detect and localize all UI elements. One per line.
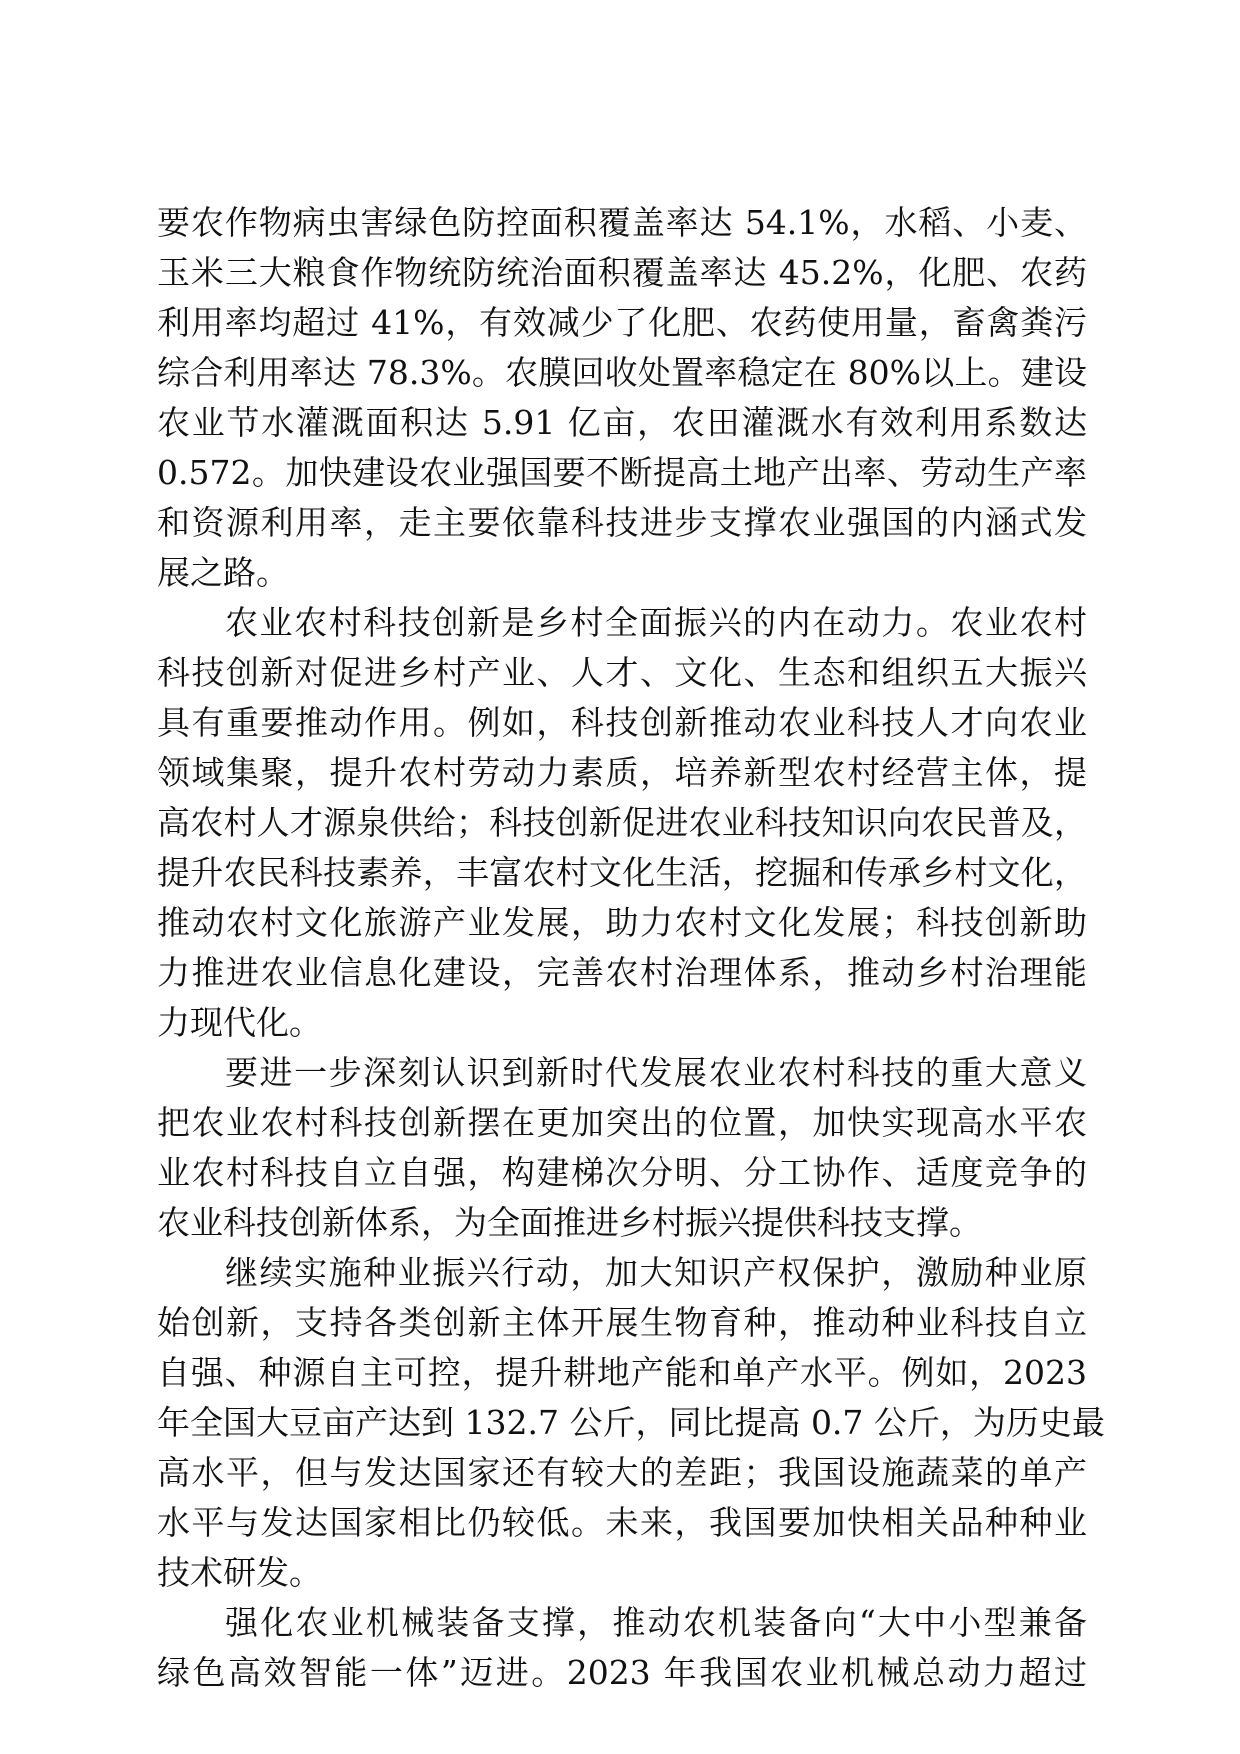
text-line: 0.572。加快建设农业强国要不断提高土地产出率、劳动生产率 <box>157 453 1087 492</box>
document-body <box>157 198 1105 1698</box>
text-line: 具有重要推动作用。例如，科技创新推动农业科技人才向农业 <box>157 703 1087 742</box>
text-line: 农业科技创新体系，为全面推进乡村振兴提供科技支撑。 <box>157 1203 982 1242</box>
text-line: 利用率均超过 41%，有效减少了化肥、农药使用量，畜禽粪污 <box>157 303 1087 342</box>
text-line: 要农作物病虫害绿色防控面积覆盖率达 54.1%，水稻、小麦、 <box>157 203 1087 242</box>
text-line: 继续实施种业振兴行动，加大知识产权保护，激励种业原 <box>225 1253 1087 1292</box>
text-line: 技术研发。 <box>157 1553 322 1592</box>
text-line: 年全国大豆亩产达到 132.7 公斤，同比提高 0.7 公斤，为历史最 <box>157 1403 1105 1442</box>
text-line: 始创新，支持各类创新主体开展生物育种，推动种业科技自立 <box>157 1303 1087 1342</box>
text-line: 展之路。 <box>157 553 289 592</box>
text-line: 高水平，但与发达国家还有较大的差距；我国设施蔬菜的单产 <box>157 1453 1087 1492</box>
text-line: 综合利用率达 78.3%。农膜回收处置率稳定在 80%以上。建设 <box>157 353 1087 392</box>
text-line: 推动农村文化旅游产业发展，助力农村文化发展；科技创新助 <box>157 903 1087 942</box>
text-line: 玉米三大粮食作物统防统治面积覆盖率达 45.2%，化肥、农药 <box>157 253 1087 292</box>
text-line: 把农业农村科技创新摆在更加突出的位置，加快实现高水平农 <box>157 1103 1087 1142</box>
text-line: 绿色高效智能一体”迈进。2023 年我国农业机械总动力超过 <box>157 1653 1087 1692</box>
text-line: 力现代化。 <box>157 1003 322 1042</box>
text-line: 自强、种源自主可控，提升耕地产能和单产水平。例如，2023 <box>157 1353 1087 1392</box>
text-line: 农业节水灌溉面积达 5.91 亿亩，农田灌溉水有效利用系数达 <box>157 403 1087 442</box>
text-line: 业农村科技自立自强，构建梯次分明、分工协作、适度竞争的 <box>157 1153 1087 1192</box>
paragraph-2 <box>157 598 1087 1048</box>
paragraph-1 <box>157 198 1087 598</box>
paragraph-4 <box>157 1248 1105 1598</box>
text-line: 和资源利用率，走主要依靠科技进步支撑农业强国的内涵式发 <box>157 503 1087 542</box>
text-line: 要进一步深刻认识到新时代发展农业农村科技的重大意义 <box>225 1053 1087 1092</box>
text-line: 强化农业机械装备支撑，推动农机装备向“大中小型兼备 <box>225 1603 1087 1642</box>
text-line: 高农村人才源泉供给；科技创新促进农业科技知识向农民普及， <box>157 803 1087 842</box>
text-line: 力推进农业信息化建设，完善农村治理体系，推动乡村治理能 <box>157 953 1087 992</box>
paragraph-3 <box>157 1048 1087 1248</box>
paragraph-5 <box>157 1598 1087 1698</box>
text-line: 农业农村科技创新是乡村全面振兴的内在动力。农业农村 <box>225 603 1087 642</box>
text-line: 提升农民科技素养，丰富农村文化生活，挖掘和传承乡村文化， <box>157 853 1087 892</box>
text-line: 科技创新对促进乡村产业、人才、文化、生态和组织五大振兴 <box>157 653 1087 692</box>
text-line: 领域集聚，提升农村劳动力素质，培养新型农村经营主体，提 <box>157 753 1087 792</box>
text-line: 水平与发达国家相比仍较低。未来，我国要加快相关品种种业 <box>157 1503 1087 1542</box>
